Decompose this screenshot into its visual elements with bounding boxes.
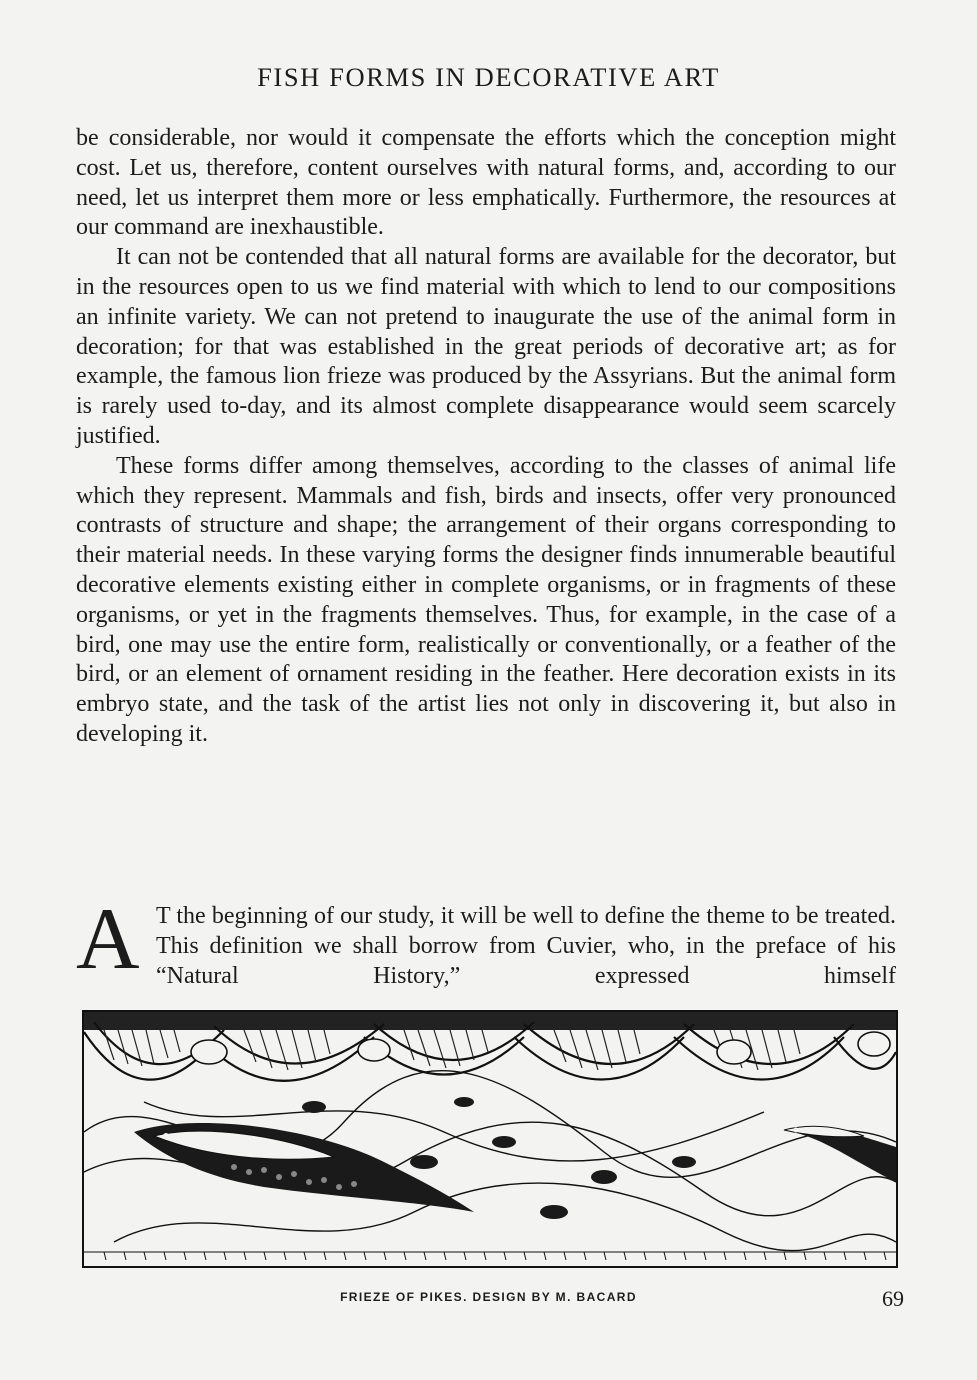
paragraph-2: It can not be contended that all natural forms are available for the decorator, but in the resources open to us we find material with which to lend to our compositions an infinite variety. We can not pretend to inaugurate the use of the animal form in decoration; for that was established in the great periods of decorative art; as for example, the famous lion frieze was produced by the Assyrians. But the animal form is rarely used to-day, and its almost complete disappearance would seem scarcely justified. [76, 244, 896, 449]
running-head: FISH FORMS IN DECORATIVE ART [257, 62, 720, 92]
frieze-top-band [84, 1012, 896, 1030]
paragraph-3: These forms differ among themselves, according to the classes of animal life which they represent. Mammals and fish, birds and insects, offer very pronounced contrasts of structure and shape; the arrangement of their organs corresponding to their material needs. In these varying forms the designer finds innumerable beautiful decorative elements existing either in complete organisms, or in fragments of these organisms, or yet in the fragments themselves. Thus, for example, in the case of a bird, one may use the entire form, realistically or conventionally, or a feather of the bird, or an element of ornament residing in the feather. Here decoration exists in its embryo state, and the task of the artist lies not only in discovering it, but also in developing it. [76, 452, 896, 747]
drop-cap: A [76, 891, 140, 988]
dropcap-paragraph-text: T the beginning of our study, it will be well to define the theme to be treated. This definition we shall borrow from Cuvier, who, in the preface of his “Natural History,” expressed himself [156, 903, 896, 989]
body-text [76, 124, 896, 750]
page-number: 69 [882, 1286, 904, 1311]
frieze-artwork [84, 1012, 896, 1266]
pike-right [784, 1126, 896, 1182]
dropcap-paragraph [76, 891, 896, 991]
paragraph-1: be considerable, nor would it compensate the efforts which the conception might cost. Let us, therefore, content ourselves with natural forms, and, according to our need, let us interpret them more or less emphatically. Furthermore, the resources at our command are inexhaustible. [76, 125, 896, 241]
figure-caption: FRIEZE OF PIKES. DESIGN BY M. BACARD [340, 1290, 637, 1304]
frieze-bottom-fringe [84, 1252, 896, 1260]
pike-frieze-illustration [82, 1010, 898, 1268]
